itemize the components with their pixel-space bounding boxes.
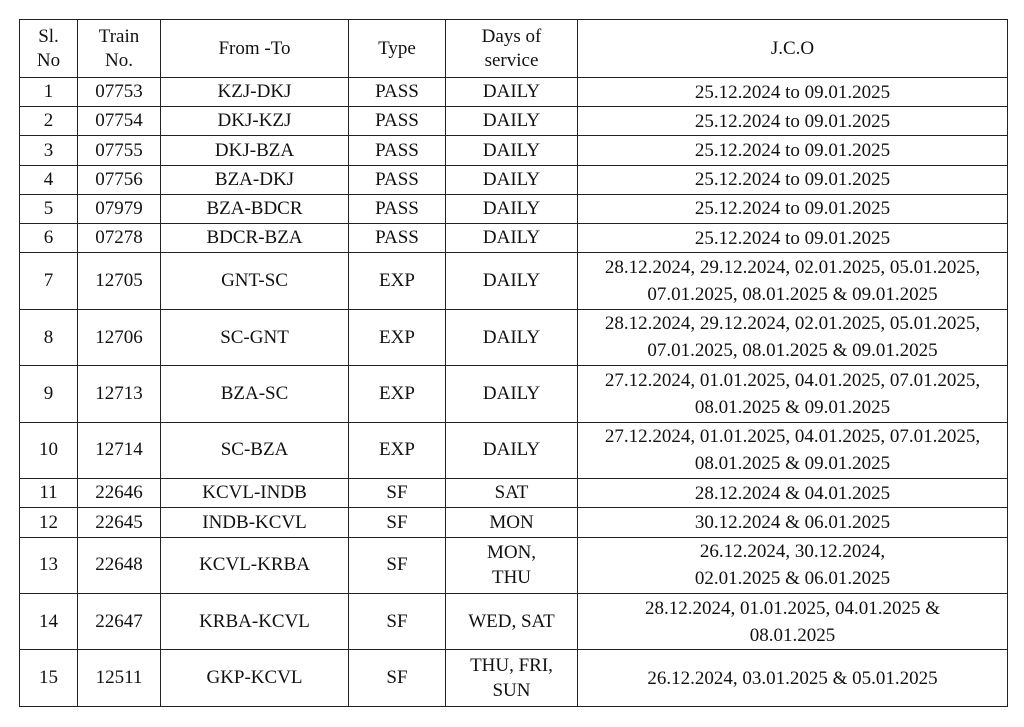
cell-type: SF [349, 593, 446, 649]
cell-jco: 25.12.2024 to 09.01.2025 [578, 194, 1008, 223]
cell-from-to: KZJ-DKJ [161, 78, 349, 107]
cell-days-of-service: DAILY [446, 194, 578, 223]
cell-train-no: 07755 [78, 136, 161, 165]
cell-from-to: BZA-SC [161, 366, 349, 422]
cell-sl-no: 10 [20, 422, 78, 478]
cell-jco: 28.12.2024, 29.12.2024, 02.01.2025, 05.01.2025, 07.01.2025, 08.01.2025 & 09.01.2025 [578, 309, 1008, 365]
cell-jco: 25.12.2024 to 09.01.2025 [578, 165, 1008, 194]
table-row [20, 309, 1008, 365]
cell-jco: 28.12.2024 & 04.01.2025 [578, 479, 1008, 508]
cell-sl-no: 4 [20, 165, 78, 194]
cell-from-to: SC-GNT [161, 309, 349, 365]
cell-days-of-service: DAILY [446, 136, 578, 165]
cell-sl-no: 6 [20, 224, 78, 253]
cell-jco: 28.12.2024, 29.12.2024, 02.01.2025, 05.01.2025, 07.01.2025, 08.01.2025 & 09.01.2025 [578, 253, 1008, 309]
table-row [20, 479, 1008, 508]
table-row [20, 422, 1008, 478]
cell-jco: 30.12.2024 & 06.01.2025 [578, 508, 1008, 537]
cell-sl-no: 13 [20, 537, 78, 593]
cell-jco: 28.12.2024, 01.01.2025, 04.01.2025 & 08.01.2025 [578, 593, 1008, 649]
cell-train-no: 12706 [78, 309, 161, 365]
cell-type: SF [349, 508, 446, 537]
cell-days-of-service: SAT [446, 479, 578, 508]
cell-type: PASS [349, 136, 446, 165]
cell-sl-no: 3 [20, 136, 78, 165]
cell-type: SF [349, 479, 446, 508]
table-row [20, 593, 1008, 649]
cell-type: PASS [349, 194, 446, 223]
cell-from-to: SC-BZA [161, 422, 349, 478]
cell-days-of-service: DAILY [446, 309, 578, 365]
cell-jco: 27.12.2024, 01.01.2025, 04.01.2025, 07.01.2025, 08.01.2025 & 09.01.2025 [578, 366, 1008, 422]
cell-train-no: 22645 [78, 508, 161, 537]
header-days-of-service: Days of service [446, 20, 578, 78]
table-row [20, 366, 1008, 422]
cell-days-of-service: WED, SAT [446, 593, 578, 649]
cell-train-no: 12705 [78, 253, 161, 309]
cell-from-to: INDB-KCVL [161, 508, 349, 537]
cell-train-no: 07756 [78, 165, 161, 194]
cell-train-no: 12713 [78, 366, 161, 422]
cell-type: PASS [349, 224, 446, 253]
train-schedule-table [19, 19, 1008, 707]
header-sl-no: Sl. No [20, 20, 78, 78]
cell-days-of-service: THU, FRI, SUN [446, 650, 578, 707]
cell-jco: 25.12.2024 to 09.01.2025 [578, 107, 1008, 136]
cell-days-of-service: DAILY [446, 366, 578, 422]
cell-sl-no: 12 [20, 508, 78, 537]
cell-jco: 25.12.2024 to 09.01.2025 [578, 78, 1008, 107]
table-row [20, 194, 1008, 223]
header-train-no: Train No. [78, 20, 161, 78]
table-row [20, 253, 1008, 309]
cell-type: EXP [349, 366, 446, 422]
cell-train-no: 22648 [78, 537, 161, 593]
cell-days-of-service: DAILY [446, 107, 578, 136]
cell-train-no: 22647 [78, 593, 161, 649]
header-jco: J.C.O [578, 20, 1008, 78]
cell-days-of-service: DAILY [446, 253, 578, 309]
cell-sl-no: 7 [20, 253, 78, 309]
cell-jco: 25.12.2024 to 09.01.2025 [578, 136, 1008, 165]
cell-days-of-service: MON, THU [446, 537, 578, 593]
cell-from-to: KCVL-INDB [161, 479, 349, 508]
table-row [20, 136, 1008, 165]
cell-from-to: DKJ-BZA [161, 136, 349, 165]
cell-from-to: BDCR-BZA [161, 224, 349, 253]
cell-type: SF [349, 537, 446, 593]
cell-sl-no: 9 [20, 366, 78, 422]
cell-train-no: 12511 [78, 650, 161, 707]
cell-train-no: 07754 [78, 107, 161, 136]
cell-from-to: KRBA-KCVL [161, 593, 349, 649]
cell-sl-no: 5 [20, 194, 78, 223]
cell-jco: 27.12.2024, 01.01.2025, 04.01.2025, 07.01.2025, 08.01.2025 & 09.01.2025 [578, 422, 1008, 478]
cell-type: EXP [349, 422, 446, 478]
cell-days-of-service: DAILY [446, 422, 578, 478]
cell-train-no: 07278 [78, 224, 161, 253]
cell-from-to: BZA-BDCR [161, 194, 349, 223]
cell-type: EXP [349, 253, 446, 309]
table-row [20, 537, 1008, 593]
cell-train-no: 07979 [78, 194, 161, 223]
cell-train-no: 07753 [78, 78, 161, 107]
cell-train-no: 12714 [78, 422, 161, 478]
cell-sl-no: 11 [20, 479, 78, 508]
cell-from-to: KCVL-KRBA [161, 537, 349, 593]
table-row [20, 508, 1008, 537]
cell-sl-no: 14 [20, 593, 78, 649]
cell-type: PASS [349, 165, 446, 194]
header-row [20, 20, 1008, 78]
cell-type: EXP [349, 309, 446, 365]
cell-type: SF [349, 650, 446, 707]
cell-from-to: GNT-SC [161, 253, 349, 309]
table-row [20, 224, 1008, 253]
table-row [20, 107, 1008, 136]
header-from-to: From -To [161, 20, 349, 78]
table-row [20, 165, 1008, 194]
cell-days-of-service: MON [446, 508, 578, 537]
cell-days-of-service: DAILY [446, 224, 578, 253]
table-row [20, 78, 1008, 107]
cell-type: PASS [349, 78, 446, 107]
cell-sl-no: 2 [20, 107, 78, 136]
cell-from-to: DKJ-KZJ [161, 107, 349, 136]
cell-type: PASS [349, 107, 446, 136]
cell-jco: 26.12.2024, 30.12.2024, 02.01.2025 & 06.01.2025 [578, 537, 1008, 593]
cell-sl-no: 1 [20, 78, 78, 107]
cell-from-to: GKP-KCVL [161, 650, 349, 707]
cell-days-of-service: DAILY [446, 78, 578, 107]
header-type: Type [349, 20, 446, 78]
cell-jco: 25.12.2024 to 09.01.2025 [578, 224, 1008, 253]
cell-jco: 26.12.2024, 03.01.2025 & 05.01.2025 [578, 650, 1008, 707]
cell-sl-no: 15 [20, 650, 78, 707]
cell-train-no: 22646 [78, 479, 161, 508]
table-row [20, 650, 1008, 707]
cell-days-of-service: DAILY [446, 165, 578, 194]
cell-from-to: BZA-DKJ [161, 165, 349, 194]
cell-sl-no: 8 [20, 309, 78, 365]
